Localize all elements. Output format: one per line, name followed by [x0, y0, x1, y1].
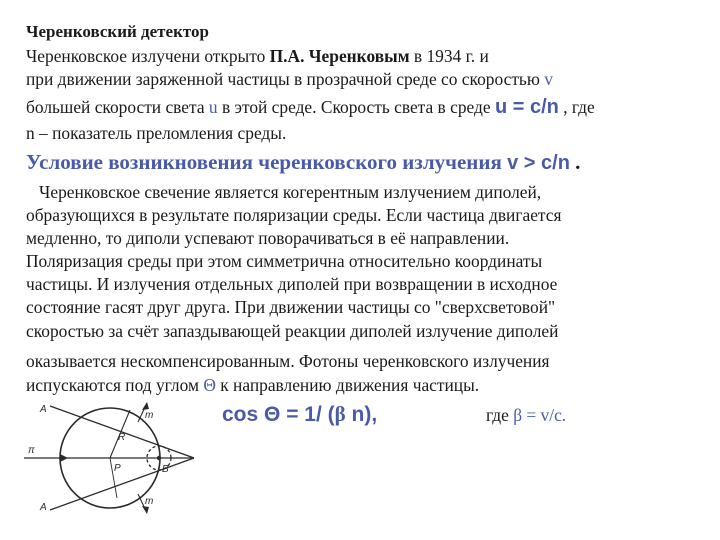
label-m-bottom: m [145, 496, 154, 507]
intro-text: в этой среде. Скорость света в среде [217, 97, 495, 117]
light-speed-formula: u = c/n [494, 96, 559, 118]
condition-label: Условие возникновения черенковского излучения [26, 150, 508, 174]
beta-formula: = v/c. [522, 405, 567, 425]
condition-dot: . [569, 150, 581, 174]
label-r: R [118, 432, 126, 443]
label-m-top: m [145, 410, 154, 421]
body-line: медленно, то диполи успевают поворачиваться в её направлении. [26, 228, 510, 248]
body-line: состояние гасят друг друга. При движении частицы со "сверхсветовой" [26, 297, 556, 317]
theta-symbol: Θ [203, 375, 216, 395]
body-line: Черенковское свечение является когерентным излучением диполей, [26, 182, 542, 202]
intro-line-3 [26, 96, 595, 119]
formula-cos: cos Θ = 1/ ( [222, 403, 335, 426]
formula-beta: β [334, 402, 346, 426]
arrowhead-icon [142, 402, 149, 410]
beta-symbol: β [513, 405, 523, 425]
arrowhead-icon [142, 506, 149, 514]
label-p: P [114, 463, 121, 474]
condition-heading [26, 150, 580, 175]
where-text: где [486, 405, 514, 425]
author-name: П.А. Черенковым [269, 46, 410, 66]
intro-text: при движении заряженной частицы в прозрачной среде со скоростью [26, 69, 545, 89]
intro-line-1 [26, 45, 489, 68]
particle-point [157, 456, 161, 460]
cherenkov-angle-formula [222, 402, 377, 427]
label-b: B [162, 464, 169, 475]
body-line: скоростью за счёт запаздывающей реакции диполей излучение диполей [26, 321, 559, 341]
cherenkov-diagram [22, 398, 222, 516]
intro-text: Черенковское излучени открыто [26, 46, 270, 66]
body-line: частицы. И излучения отдельных диполей при возвращении в исходное [26, 274, 558, 294]
light-speed-symbol: u [208, 97, 218, 117]
lower-cone-line [50, 458, 194, 510]
body-line-last [26, 374, 479, 397]
intro-line-2 [26, 68, 553, 91]
body-line: образующихся в результате поляризации среды. Если частица двигается [26, 205, 562, 225]
formula-rest: n), [345, 403, 378, 426]
arrowhead-icon [60, 454, 68, 462]
velocity-symbol: v [544, 69, 553, 89]
body-text: испускаются под углом [26, 375, 204, 395]
label-pi: π [28, 445, 35, 456]
label-a-bottom: A [40, 502, 47, 513]
intro-text: , где [558, 97, 595, 117]
condition-formula: v > c/n [507, 152, 570, 174]
slide-title: Черенковский детектор [26, 22, 209, 41]
label-a-top: A [40, 404, 47, 415]
body-line: оказывается нескомпенсированным. Фотоны черенковского излучения [26, 351, 550, 371]
beta-definition [486, 405, 566, 426]
intro-text: в 1934 г. и [409, 46, 489, 66]
intro-text: большей скорости света [26, 97, 209, 117]
intro-line-4: n – показатель преломления среды. [26, 123, 287, 143]
body-line: Поляризация среды при этом симметрична относительно координаты [26, 251, 543, 271]
body-text: к направлению движения частицы. [215, 375, 480, 395]
